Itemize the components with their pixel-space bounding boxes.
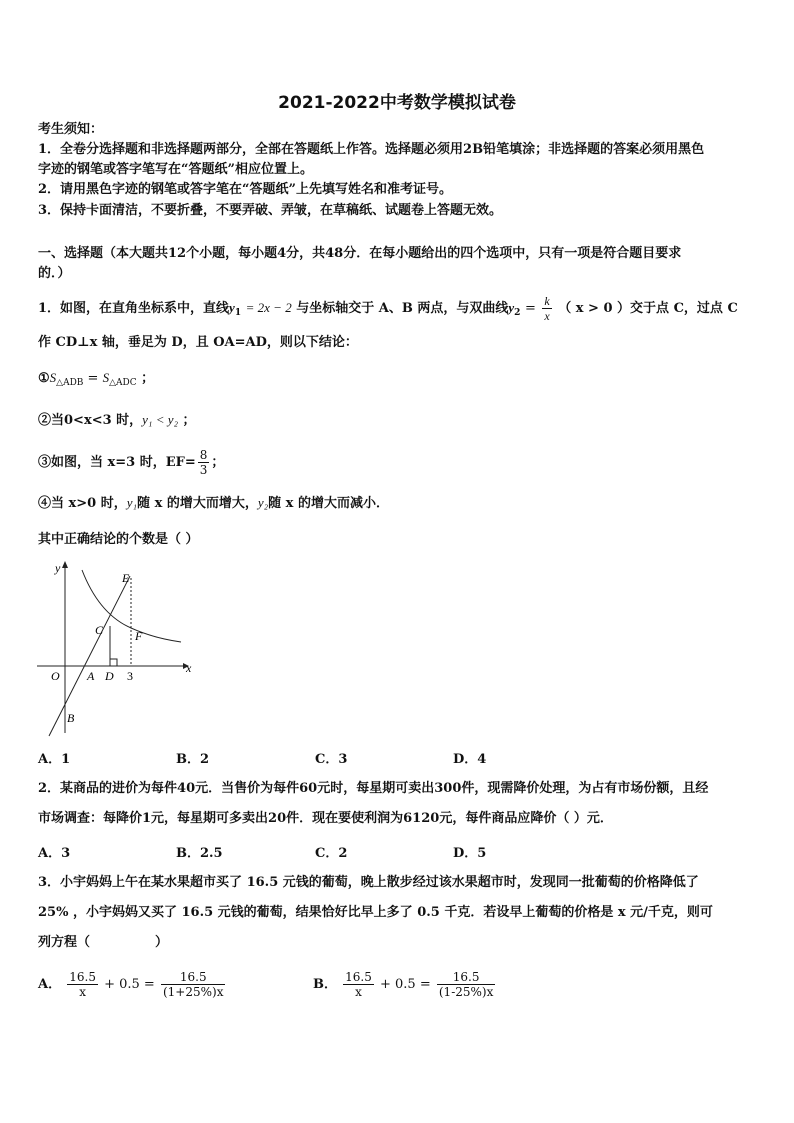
q1-option-b[interactable]: B．2	[176, 752, 210, 767]
label-y: y	[55, 561, 61, 575]
notice-item-2: 2．请用黑色字迹的钢笔或答字笔在“答题纸”上先填写姓名和准考证号。	[38, 182, 453, 197]
q2-option-c[interactable]: C．2	[315, 846, 348, 861]
q2-option-d[interactable]: D．5	[453, 846, 487, 861]
section-heading: 一、选择题（本大题共12个小题，每小题4分，共48分．在每小题给出的四个选项中，只有一项是符合题目要求	[38, 246, 682, 261]
notice-heading: 考生须知：	[38, 122, 104, 137]
line-y1	[49, 576, 130, 736]
q3-b-d2: (1-25%)x	[438, 985, 494, 999]
q3-stem-line2: 25% ，小宇妈妈又买了 16.5 元钱的葡萄，结果恰好比早上多了 0.5 千克．若设早上葡萄的价格是 x 元/千克，则可	[38, 905, 713, 920]
q1-c1-marker: ①	[38, 371, 50, 386]
label-d: D	[105, 669, 114, 683]
q3-option-a-label: A．	[38, 977, 62, 992]
notice-item-3: 3．保持卡面清洁，不要折叠，不要弄破、弄皱，在草稿纸、试题卷上答题无效。	[38, 203, 503, 218]
q1-condition: （ x > 0 ）交于点 C，过点 C	[558, 301, 738, 316]
q3-b-n2: 16.5	[437, 970, 496, 985]
q1-c1-end: ；	[136, 371, 155, 386]
q3-a-frac2	[161, 970, 226, 999]
q1-c4-y2: y₂	[257, 495, 269, 510]
q1-c1-s2: S	[102, 370, 110, 385]
q1-c3-fraction	[198, 448, 210, 477]
q1-conclusion-1	[38, 368, 154, 393]
q3-b-n1: 16.5	[345, 970, 372, 984]
q1-c1-s1: S	[49, 370, 57, 385]
q1-k-num: k	[544, 294, 550, 308]
q1-line-equation: = 2x − 2	[245, 300, 292, 315]
q1-c3-end: ；	[211, 455, 225, 470]
q3-b-frac2	[437, 970, 496, 999]
q3-option-b-label: B．	[313, 977, 337, 992]
q1-c1-sub2: △ADC	[109, 378, 137, 388]
label-e: E	[122, 571, 130, 585]
q3-a-n2: 16.5	[161, 970, 226, 985]
q1-c3-text: ③如图，当 x=3 时，EF=	[38, 455, 196, 470]
q1-option-c[interactable]: C．3	[315, 752, 348, 767]
q1-c4-e: 随 x 的增大而减小．	[268, 496, 389, 511]
q1-c4-y1: y₁	[126, 495, 138, 510]
q1-y1: y	[229, 300, 235, 315]
right-angle-mark	[110, 659, 117, 666]
y-axis-arrow	[62, 561, 68, 568]
label-f: F	[135, 629, 143, 643]
q3-b-mid: + 0.5 =	[380, 977, 431, 992]
label-o: O	[51, 669, 60, 683]
q1-c2-text: ②当0<x<3 时，	[38, 413, 143, 428]
label-3: 3	[127, 669, 133, 683]
q1-figure	[35, 558, 200, 743]
q3-option-b[interactable]	[313, 968, 497, 1002]
page-title: 2021-2022中考数学模拟试卷	[278, 93, 516, 113]
q1-c1-eq: =	[83, 371, 103, 386]
label-b: B	[67, 711, 75, 725]
label-x: x	[186, 661, 192, 675]
q1-y2: y	[508, 300, 515, 315]
q2-option-a[interactable]: A．3	[38, 846, 71, 861]
notice-item-1: 1．全卷分选择题和非选择题两部分，全部在答题纸上作答。选择题必须用2B铅笔填涂；非选择题的答案必须用黑色	[38, 142, 705, 157]
q1-stem-line1	[38, 294, 738, 326]
q3-a-mid: + 0.5 =	[104, 977, 155, 992]
q2-stem-line1: 2．某商品的进价为每件40元．当售价为每件60元时，每星期可卖出300件，现需降价处理，为占有市场份额，且经	[38, 781, 709, 796]
q3-b-d1: x	[355, 985, 362, 999]
q1-c4-a: ④当 x>0 时，	[38, 496, 127, 511]
q1-ask: 其中正确结论的个数是（ ）	[38, 532, 199, 547]
q3-stem-line3: 列方程（ ）	[38, 935, 169, 950]
q1-stem-start: 1．如图，在直角坐标系中，直线	[38, 301, 230, 316]
q1-c1-sub1: △ADB	[56, 378, 84, 388]
q1-y2-sub: 2	[514, 308, 521, 318]
q1-c4-c: 随 x 的增大而增大，	[137, 496, 258, 511]
q2-stem-line2: 市场调查：每降价1元，每星期可多卖出20件．现在要使利润为6120元，每件商品应降价（ ）元．	[38, 811, 613, 826]
q1-c3-num: 8	[199, 448, 208, 462]
q1-eq-sign: =	[524, 301, 536, 316]
q1-conclusion-4	[38, 493, 389, 514]
q3-a-d2: (1+25%)x	[162, 985, 224, 999]
q1-c2-end: ；	[178, 413, 196, 428]
q1-option-d[interactable]: D．4	[453, 752, 487, 767]
label-a: A	[87, 669, 95, 683]
q3-a-d1: x	[79, 985, 86, 999]
label-c: C	[95, 623, 104, 637]
q3-a-frac1	[67, 970, 98, 999]
q1-c3-den: 3	[199, 463, 208, 477]
notice-item-1-cont: 字迹的钢笔或答字笔写在“答题纸”相应位置上。	[38, 162, 313, 177]
q3-a-n1: 16.5	[69, 970, 96, 984]
q1-k-over-x	[542, 294, 551, 323]
q1-conclusion-3	[38, 448, 224, 478]
q1-stem-mid: 与坐标轴交于 A、B 两点，与双曲线	[296, 301, 509, 316]
q1-c2-math: y₁ < y₂	[142, 412, 179, 427]
section-heading-cont: 的．）	[38, 266, 71, 281]
q1-option-a[interactable]: A．1	[38, 752, 71, 767]
q1-conclusion-2	[38, 410, 196, 431]
q2-option-b[interactable]: B．2.5	[176, 846, 223, 861]
q1-y1-sub: 1	[234, 308, 242, 318]
q3-stem-line1: 3．小宇妈妈上午在某水果超市买了 16.5 元钱的葡萄，晚上散步经过该水果超市时，发现同一批葡萄的价格降低了	[38, 875, 699, 890]
q3-b-frac1	[343, 970, 374, 999]
q1-k-den: x	[544, 309, 550, 323]
q3-option-a[interactable]	[38, 968, 227, 1002]
q1-stem-line2: 作 CD⊥x 轴，垂足为 D，且 OA=AD，则以下结论：	[38, 335, 358, 350]
